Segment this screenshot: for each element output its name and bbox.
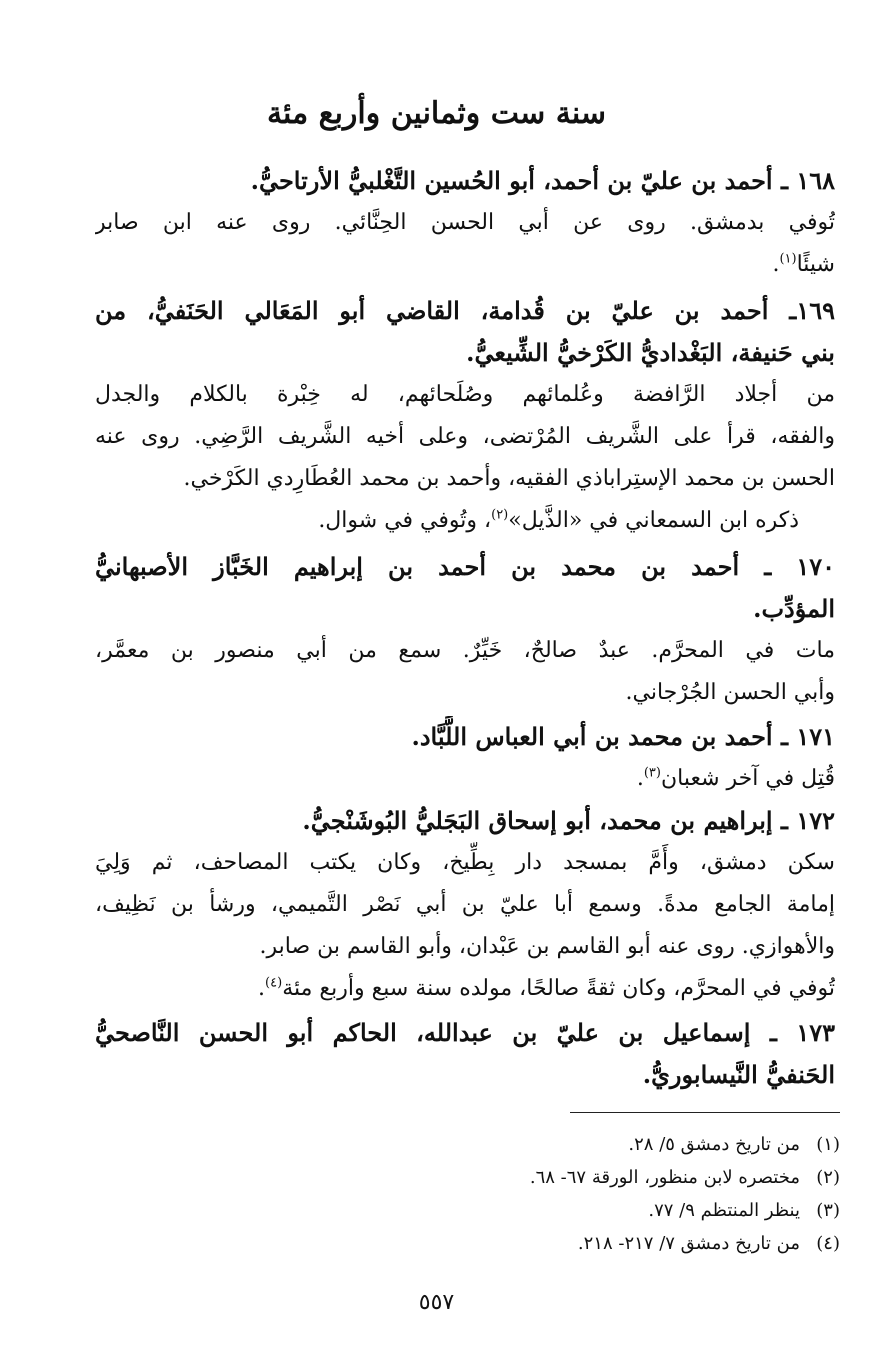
footnote-text: مختصره لابن منظور، الورقة ٦٧- ٦٨. xyxy=(529,1167,800,1188)
entry-body-line: سكن دمشق، وأَمَّ بمسجد دار بِطِّيخ، وكان يكتب المصاحف، ثم وَلِيَ xyxy=(95,850,835,875)
entry-heading: ١٧٣ ـ إسماعيل بن عليّ بن عبدالله، الحاكم أبو الحسن النَّاصحيُّ xyxy=(95,1018,835,1047)
footnote-text: ينظر المنتظم ٩/ ٧٧. xyxy=(648,1200,800,1221)
entry-body-text: تُوفي في المحرَّم، وكان ثقةً صالحًا، مولده سنة سبع وأربع مئة xyxy=(282,976,835,1001)
footnote-ref: (٣) xyxy=(643,765,661,781)
entry-body-line xyxy=(95,758,835,800)
footnote-number: (٢) xyxy=(816,1167,840,1188)
page-title: سنة ست وثمانين وأربع مئة xyxy=(266,96,607,131)
entry-body-text: شيئًا xyxy=(796,252,835,277)
entry-173 xyxy=(95,1012,835,1096)
entry-body-text: ذكره ابن السمعاني في «الذَّيل» xyxy=(508,508,799,533)
entry-body-line xyxy=(95,968,835,1010)
footnote-text: من تاريخ دمشق ٥/ ٢٨. xyxy=(628,1134,800,1155)
footnote xyxy=(300,1128,840,1161)
entry-body-text: . xyxy=(772,252,780,277)
entry-heading: ١٧١ ـ أحمد بن محمد بن أبي العباس اللَّبَّاد. xyxy=(411,722,835,751)
entry-body-line: وأبي الحسن الجُرْجاني. xyxy=(625,680,835,705)
footnote-number: (٤) xyxy=(816,1233,840,1254)
footnotes xyxy=(300,1128,840,1260)
footnote-text: من تاريخ دمشق ٧/ ٢١٧- ٢١٨. xyxy=(577,1233,800,1254)
entry-body-line xyxy=(95,244,835,286)
entry-body-line: الحسن بن محمد الإستِراباذي الفقيه، وأحمد بن محمد العُطَارِدي الكَرْخي. xyxy=(183,466,835,491)
entry-heading: ١٧٠ ـ أحمد بن محمد بن أحمد بن إبراهيم الخَبَّاز الأصبهانيُّ xyxy=(95,552,835,581)
footnote-ref: (١) xyxy=(779,251,797,267)
footnote-ref: (٤) xyxy=(265,975,283,991)
entry-heading: بني حَنيفة، البَغْداديُّ الكَرْخيُّ الشِّيعيُّ. xyxy=(466,338,835,367)
entry-body-line: مات في المحرَّم. عبدٌ صالحٌ، خَيِّرٌ. سمع من أبي منصور بن معمَّر، xyxy=(95,638,835,663)
entry-heading: الحَنفيُّ النَّيسابوريُّ. xyxy=(642,1060,835,1089)
footnote xyxy=(300,1194,840,1227)
entry-heading: ١٦٩ـ أحمد بن عليّ بن قُدامة، القاضي أبو المَعَالي الحَنَفيُّ، من xyxy=(95,296,835,325)
entry-170 xyxy=(95,546,835,714)
entry-body-line: تُوفي بدمشق. روى عن أبي الحسن الحِنَّائي. روى عنه ابن صابر xyxy=(95,210,835,235)
footnote-ref: (٢) xyxy=(491,507,509,523)
entry-body-line: والأهوازي. روى عنه أبو القاسم بن عَبْدان، وأبو القاسم بن صابر. xyxy=(259,934,835,959)
entry-body-text: ، وتُوفي في شوال. xyxy=(318,508,492,533)
footnote-number: (١) xyxy=(816,1134,840,1155)
entry-heading: المؤدِّب. xyxy=(753,594,835,623)
entry-body-line: من أجلاد الرَّافضة وعُلمائهم وصُلَحائهم، له خِبْرة بالكلام والجدل xyxy=(95,382,835,407)
footnote-number: (٣) xyxy=(816,1200,840,1221)
entry-body-line: والفقه، قرأ على الشَّريف المُرْتضى، وعلى أخيه الشَّريف الرَّضِي. روى عنه xyxy=(95,424,835,449)
entry-body-text: قُتِل في آخر شعبان xyxy=(660,766,835,791)
entry-body-text: . xyxy=(258,976,266,1001)
entry-heading: ١٧٢ ـ إبراهيم بن محمد، أبو إسحاق البَجَليُّ البُوشَنْجيُّ. xyxy=(302,806,835,835)
entry-body-line: إمامة الجامع مدةً. وسمع أبا عليّ بن أبي نَصْر التَّميمي، ورشأ بن نَظِيف، xyxy=(95,892,835,917)
entry-171 xyxy=(95,716,835,800)
entry-168 xyxy=(95,160,835,286)
page-number: ٥٥٧ xyxy=(418,1290,455,1315)
entry-body-text: . xyxy=(636,766,644,791)
footnote-separator xyxy=(570,1112,840,1113)
entry-heading: ١٦٨ ـ أحمد بن عليّ بن أحمد، أبو الحُسين التَّغْلبيُّ الأرتاحيُّ. xyxy=(250,166,835,195)
entry-169 xyxy=(95,290,835,542)
entry-body-line xyxy=(95,500,835,542)
footnote xyxy=(300,1227,840,1260)
entry-172 xyxy=(95,800,835,1010)
footnote xyxy=(300,1161,840,1194)
